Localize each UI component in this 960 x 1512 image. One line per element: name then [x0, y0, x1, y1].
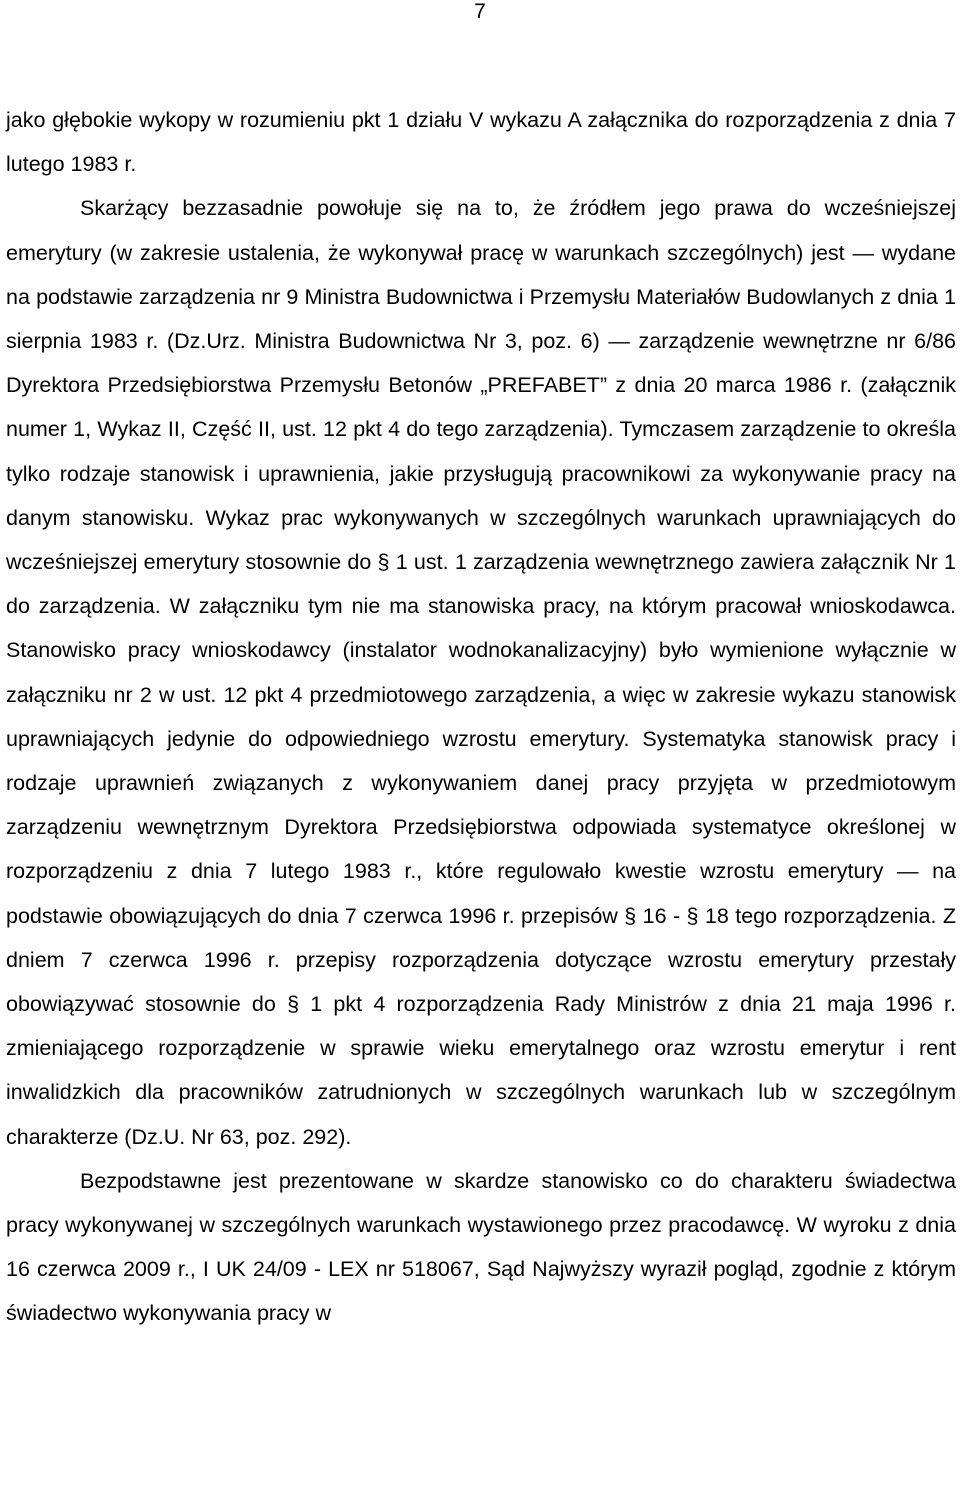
page-number: 7: [474, 0, 486, 23]
document-body: [6, 98, 956, 1336]
paragraph-main-argument: Skarżący bezzasadnie powołuje się na to, że źródłem jego prawa do wcześniejszej emerytury (w zakresie ustalenia, że wykonywał pracę w warunkach szczególnych) jest — wydane na podstawie zarządzenia nr 9 Ministra Budownictwa i Przemysłu Materiałów Budowlanych z dnia 1 sierpnia 1983 r. (Dz.Urz. Ministra Budownictwa Nr 3, poz. 6) — zarządzenie wewnętrzne nr 6/86 Dyrektora Przedsiębiorstwa Przemysłu Betonów „PREFABET” z dnia 20 marca 1986 r. (załącznik numer 1, Wykaz II, Część II, ust. 12 pkt 4 do tego zarządzenia). Tymczasem zarządzenie to określa tylko rodzaje stanowisk i uprawnienia, jakie przysługują pracownikowi za wykonywanie pracy na danym stanowisku. Wykaz prac wykonywanych w szczególnych warunkach uprawniających do wcześniejszej emerytury stosownie do § 1 ust. 1 zarządzenia wewnętrznego zawiera załącznik Nr 1 do zarządzenia. W załączniku tym nie ma stanowiska pracy, na którym pracował wnioskodawca. Stanowisko pracy wnioskodawcy (instalator wodnokanalizacyjny) było wymienione wyłącznie w załączniku nr 2 w ust. 12 pkt 4 przedmiotowego zarządzenia, a więc w zakresie wykazu stanowisk uprawniających jedynie do odpowiedniego wzrostu emerytury. Systematyka stanowisk pracy i rodzaje uprawnień związanych z wykonywaniem danej pracy przyjęta w przedmiotowym zarządzeniu wewnętrznym Dyrektora Przedsiębiorstwa odpowiada systematyce określonej w rozporządzeniu z dnia 7 lutego 1983 r., które regulowało kwestie wzrostu emerytury — na podstawie obowiązujących do dnia 7 czerwca 1996 r. przepisów § 16 - § 18 tego rozporządzenia. Z dniem 7 czerwca 1996 r. przepisy rozporządzenia dotyczące wzrostu emerytury przestały obowiązywać stosownie do § 1 pkt 4 rozporządzenia Rady Ministrów z dnia 21 maja 1996 r. zmieniającego rozporządzenie w sprawie wieku emerytalnego oraz wzrostu emerytur i rent inwalidzkich dla pracowników zatrudnionych w szczególnych warunkach lub w szczególnym charakterze (Dz.U. Nr 63, poz. 292).: [6, 196, 956, 1149]
paragraph-continuation: jako głębokie wykopy w rozumieniu pkt 1 działu V wykazu A załącznika do rozporządzenia z dnia 7 lutego 1983 r.: [6, 108, 956, 177]
paragraph-employment-certificate: Bezpodstawne jest prezentowane w skardze stanowisko co do charakteru świadectwa pracy wykonywanej w szczególnych warunkach wystawionego przez pracodawcę. W wyroku z dnia 16 czerwca 2009 r., I UK 24/09 - LEX nr 518067, Sąd Najwyższy wyraził pogląd, zgodnie z którym świadectwo wykonywania pracy w: [6, 1168, 956, 1326]
